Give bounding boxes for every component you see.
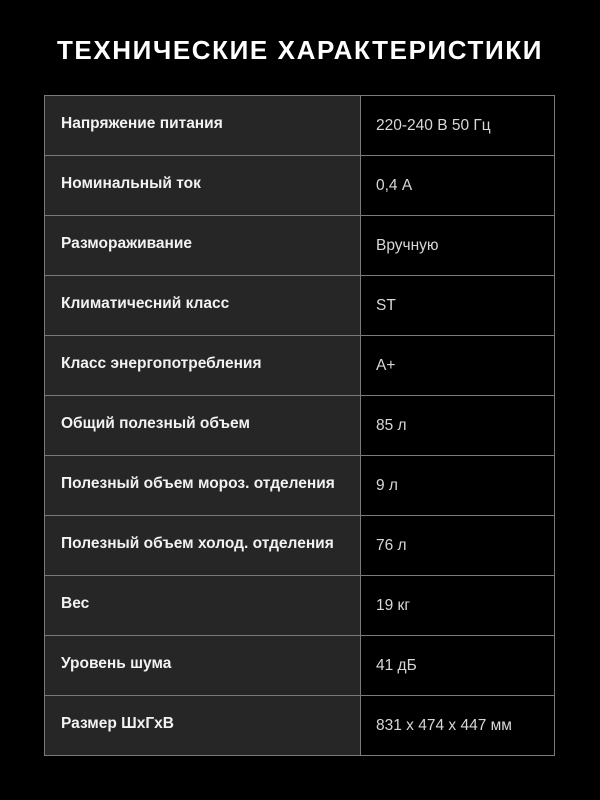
spec-value: 220-240 В 50 Гц [361, 96, 554, 155]
spec-label: Номинальный ток [45, 156, 361, 215]
spec-value: 831 х 474 х 447 мм [361, 696, 554, 755]
spec-label: Уровень шума [45, 636, 361, 695]
spec-label: Напряжение питания [45, 96, 361, 155]
spec-value: 76 л [361, 516, 554, 575]
spec-label: Общий полезный объем [45, 396, 361, 455]
spec-row-voltage [45, 96, 554, 155]
spec-row-defrost [45, 215, 554, 275]
spec-row-noise [45, 635, 554, 695]
spec-label: Размер ШхГхВ [45, 696, 361, 755]
spec-row-weight [45, 575, 554, 635]
spec-row-current [45, 155, 554, 215]
spec-label: Полезный объем холод. отделения [45, 516, 361, 575]
spec-value: А+ [361, 336, 554, 395]
spec-row-climate-class [45, 275, 554, 335]
spec-row-freezer-volume [45, 455, 554, 515]
spec-label: Размораживание [45, 216, 361, 275]
spec-value: Вручную [361, 216, 554, 275]
spec-value: ST [361, 276, 554, 335]
spec-row-fridge-volume [45, 515, 554, 575]
spec-label: Полезный объем мороз. отделения [45, 456, 361, 515]
spec-row-dimensions [45, 695, 554, 755]
page-title: ТЕХНИЧЕСКИЕ ХАРАКТЕРИСТИКИ [56, 35, 544, 65]
spec-row-total-volume [45, 395, 554, 455]
spec-table [44, 95, 555, 756]
spec-value: 41 дБ [361, 636, 554, 695]
spec-value: 85 л [361, 396, 554, 455]
spec-value: 19 кг [361, 576, 554, 635]
spec-label: Климатичесний класс [45, 276, 361, 335]
spec-value: 0,4 А [361, 156, 554, 215]
spec-value: 9 л [361, 456, 554, 515]
spec-row-energy-class [45, 335, 554, 395]
spec-label: Класс энергопотребления [45, 336, 361, 395]
spec-label: Вес [45, 576, 361, 635]
